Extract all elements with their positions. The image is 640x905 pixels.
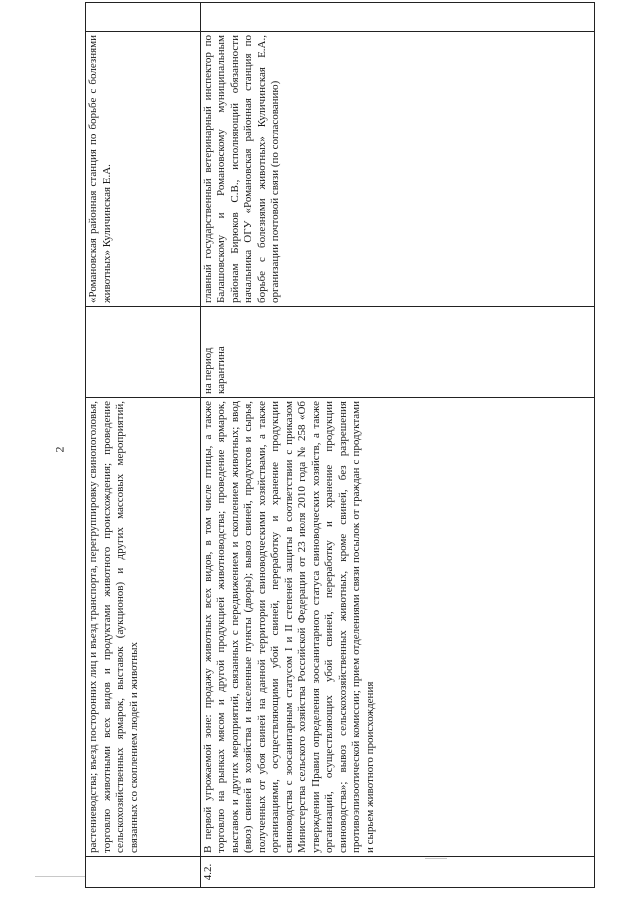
scan-artifact-mark [35,876,85,877]
cell-number: 4.2. [200,857,594,888]
table-row-continued [86,3,201,888]
cell-restriction-text: В первой угрожаемой зоне: продажу животных всех видов, в том числе птицы, а также торговлю на рынках мясом и другой продукцией животноводства; проведение ярмарок, выставок и других мероприятий, связанных с передвижением и скоплением животных; ввод (ввоз) свиней в хозяйства и населенные пункты (дворы); вывоз свиней, продуктов и сырья, полученных от убоя свиней на данной территории свиноводческими хозяйствами, а также организациями, осуществляющими убой свиней, переработку и хранение продукции свиноводства с зоосанитарным статусом I и II степеней защиты в соответствии с приказом Министерства сельского хозяйства Российской Федерации от 23 июля 2010 года № 258 «Об утверждении Правил определения зоосанитарного статуса свиноводческих хозяйств, а также организаций, осуществляющих убой свиней, переработку и хранение продукции свиноводства»; вывоз сельскохозяйственных животных, кроме свиней, без разрешения противоэпизоотической комиссии; прием отделениями связи посылок от граждан с продуктами и сырьем животного происхождения [200,398,594,857]
table-row-4-2 [200,3,594,888]
cell-blank [86,3,201,32]
cell-restriction-text: растениеводства; въезд посторонних лиц и въезд транспорта, перегруппировку свинопоголовья, торговлю животными всех видов и продуктами животного происхождения; проведение сельскохозяйственных ярмарок, выставок (аукционов) и других массовых мероприятий, связанных со скоплением людей и животных [86,398,201,857]
cell-number-empty [86,857,201,888]
page-number: 2 [52,446,67,453]
measures-table [85,2,595,888]
cell-blank [200,3,594,32]
rotated-measures-table [85,35,595,888]
cell-responsible: «Романовская районная станция по борьбе с болезнями животных» Куличинская Е.А. [86,32,201,307]
cell-term-empty [86,307,201,398]
cell-responsible: главный государственный ветеринарный инспектор по Балашовскому и Романовскому муниципальным районам Бирюков С.В., исполняющий обязанности начальника ОГУ «Романовская районная станция по борьбе с болезнями животных» Куличинская Е.А., организации почтовой связи (по согласованию) [200,32,594,307]
cell-term: на период карантина [200,307,594,398]
